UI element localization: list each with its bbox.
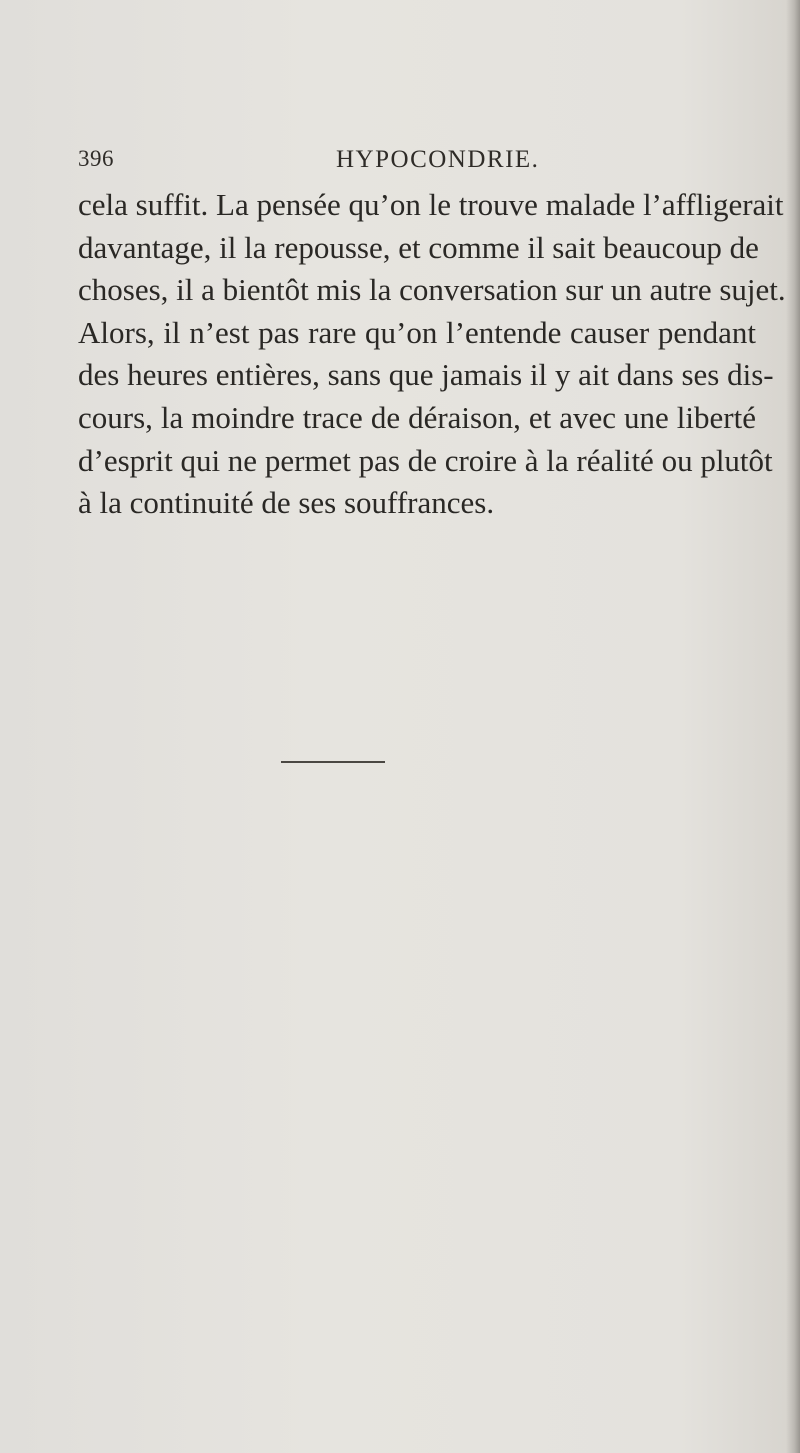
text-line: cours, la moindre trace de déraison, et avec une liberté xyxy=(78,399,756,435)
text-line: Alors, il n’est pas rare qu’on l’entende causer pendant xyxy=(78,314,756,350)
text-line: cela suffit. La pensée qu’on le trouve malade l’affligerait xyxy=(78,187,784,222)
text-line: davantage, il la repousse, et comme il sait beaucoup de xyxy=(78,229,759,265)
section-end-rule xyxy=(281,761,385,763)
text-line: d’esprit qui ne permet pas de croire à la réalité ou plutôt xyxy=(78,442,773,478)
page-edge-shadow xyxy=(786,0,800,1453)
page-number: 396 xyxy=(78,146,114,171)
text-line: des heures entières, sans que jamais il y ait dans ses dis- xyxy=(78,357,774,393)
running-head xyxy=(78,146,758,176)
body-paragraph xyxy=(78,184,786,525)
text-line: à la continuité de ses souffrances. xyxy=(78,485,495,521)
text-line: choses, il a bientôt mis la conversation sur un autre sujet. xyxy=(78,272,786,308)
running-title: HYPOCONDRIE. xyxy=(336,146,540,173)
